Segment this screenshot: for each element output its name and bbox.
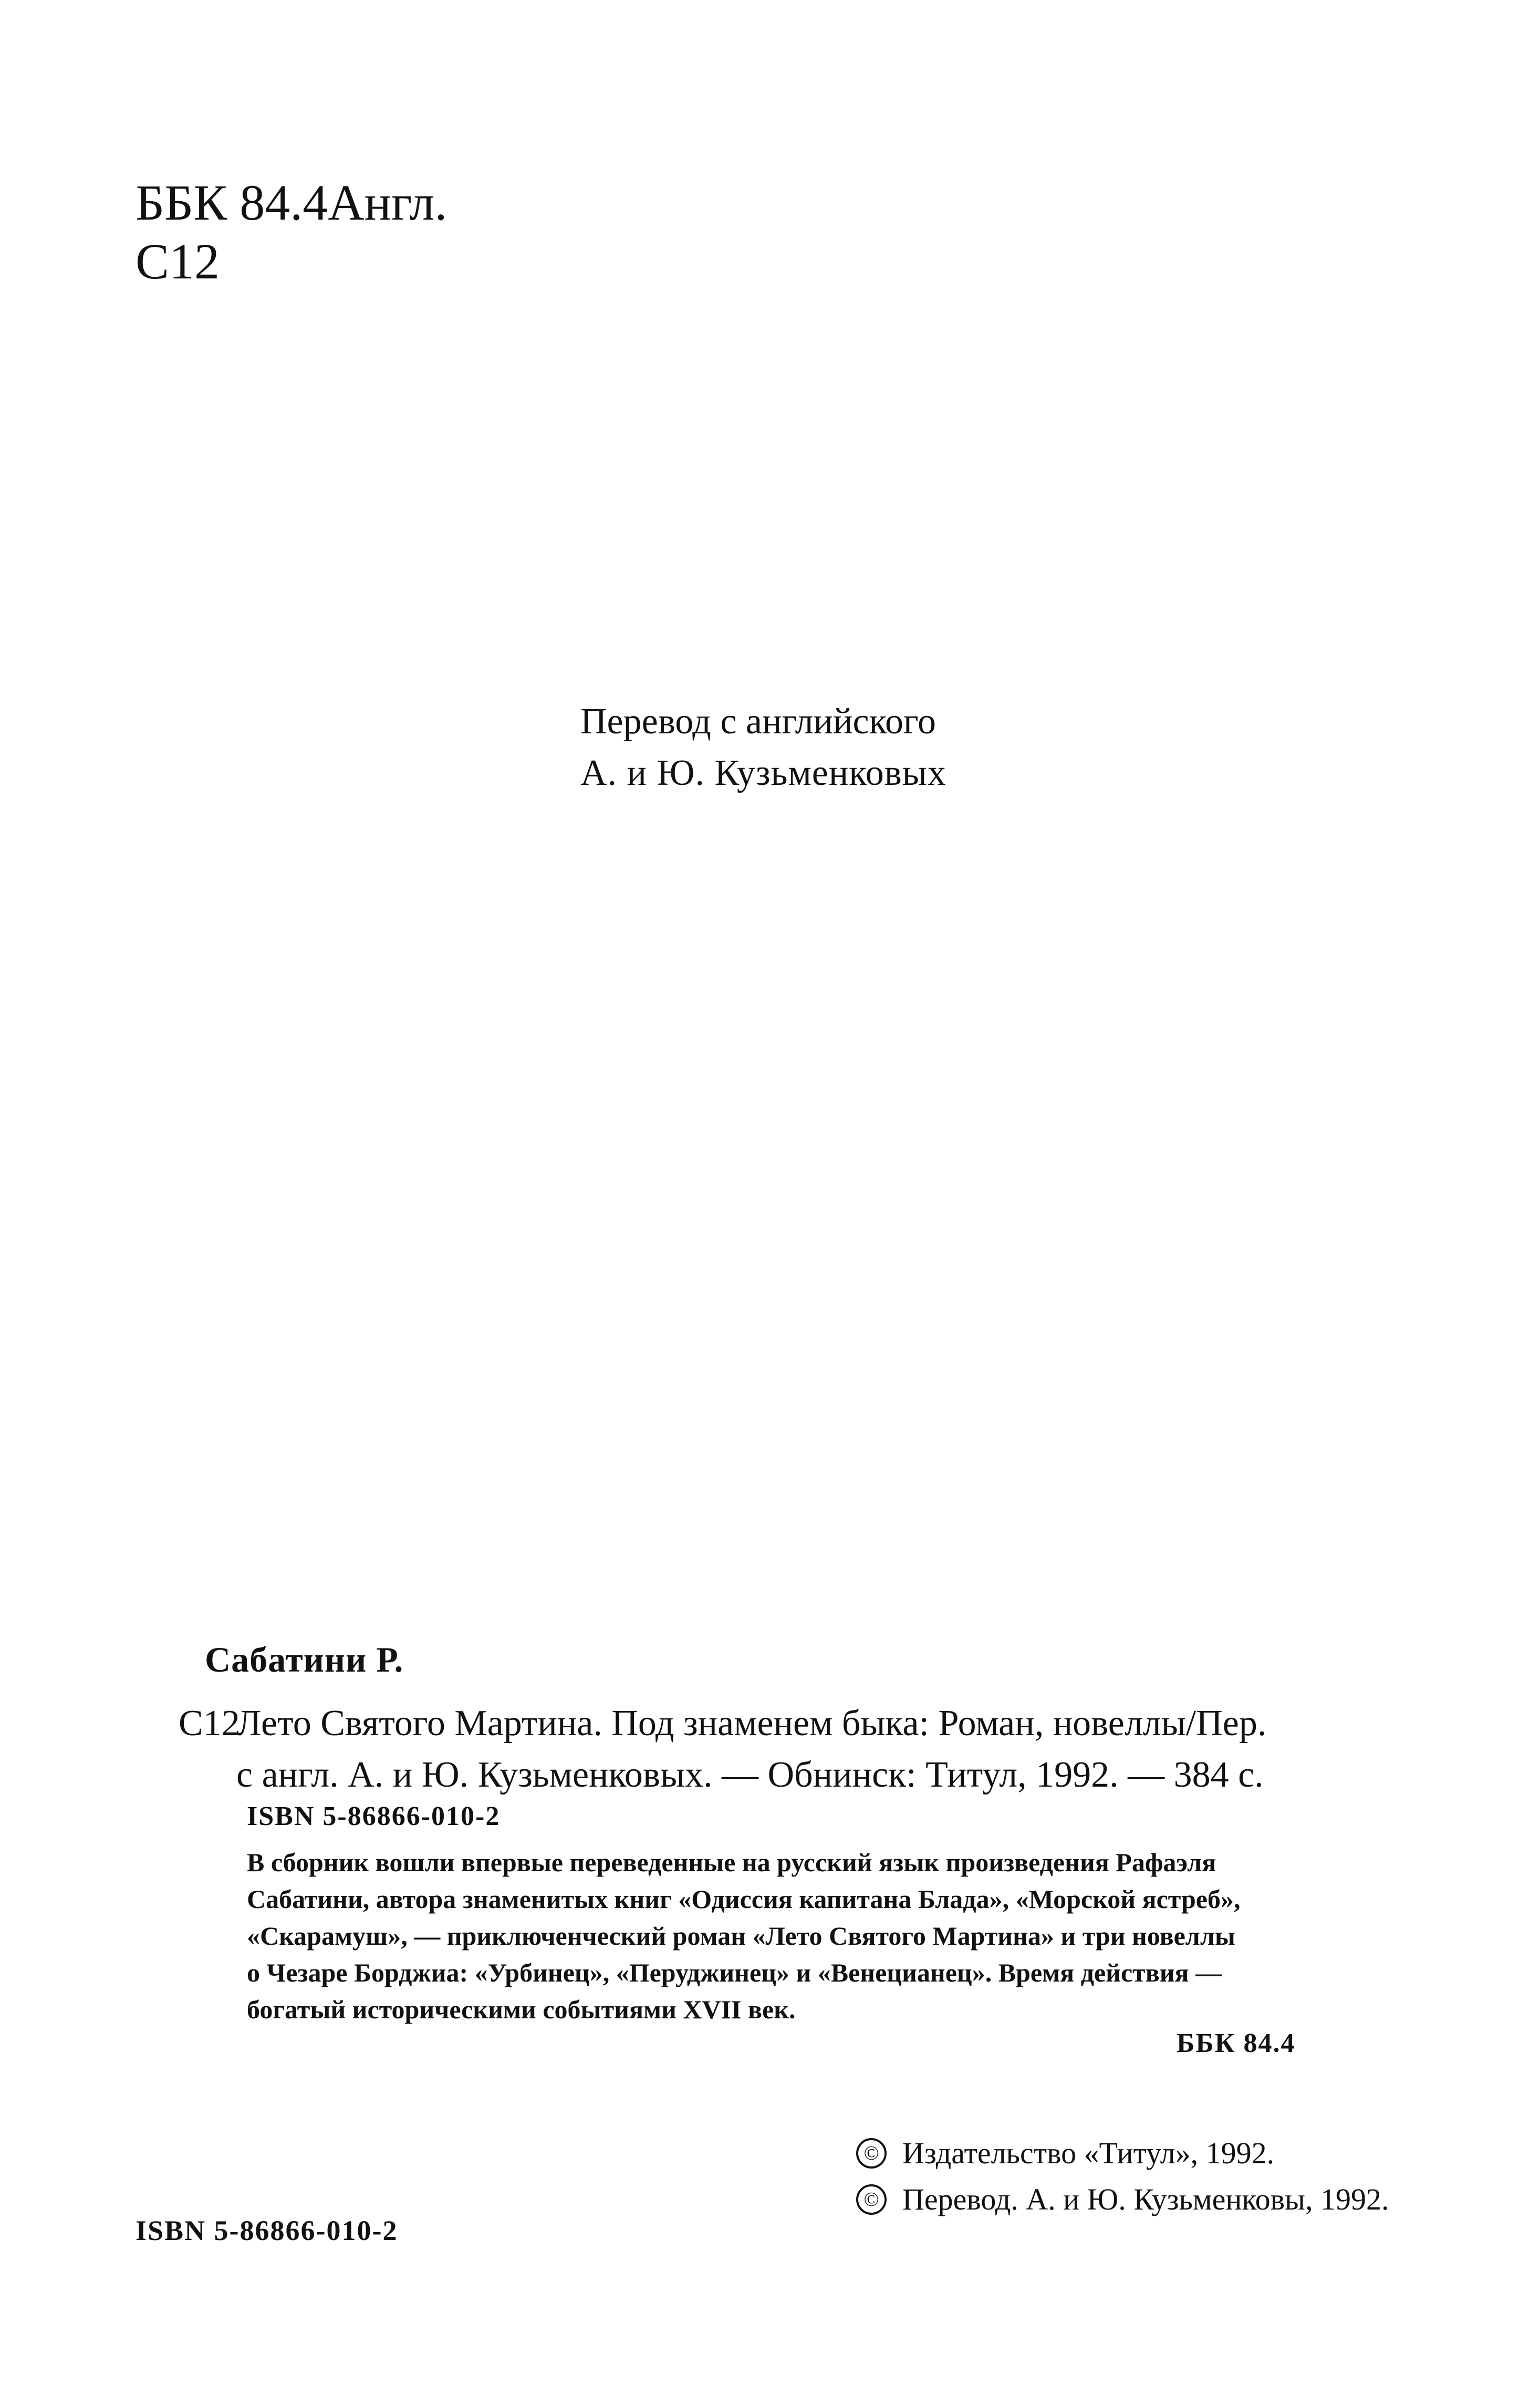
annotation [247, 1844, 1313, 2028]
bbk-header [136, 173, 447, 291]
copyright-publisher-text: Издательство «Титул», 1992. [902, 2136, 1275, 2170]
catalog-isbn: ISBN 5-86866-010-2 [247, 1801, 501, 1831]
catalog-description [236, 1698, 1313, 1801]
copyright-icon: © [856, 2138, 887, 2169]
catalog-bbk: ББК 84.4 [1177, 2028, 1296, 2058]
copyright-block [856, 2130, 1389, 2223]
catalog-author: Сабатини Р. [205, 1640, 404, 1679]
annotation-line: «Скарамуш», — приключенческий роман «Лето Святого Мартина» и три новеллы [247, 1921, 1235, 1951]
copyright-publisher [856, 2130, 1389, 2176]
copyright-icon: © [856, 2184, 887, 2215]
annotation-line: о Чезаре Борджиа: «Урбинец», «Перуджинец» и «Венецианец». Время действия — [247, 1958, 1222, 1987]
translation-line-1: Перевод с английского [580, 701, 936, 742]
copyright-translation [856, 2176, 1389, 2223]
annotation-line: В сборник вошли впервые переведенные на русский язык произведения Рафаэля [247, 1848, 1216, 1877]
catalog-code: С12 [179, 1703, 240, 1744]
translation-line-2: А. и Ю. Кузьменковых [580, 753, 946, 793]
footer-isbn: ISBN 5-86866-010-2 [136, 2215, 398, 2246]
bbk-classification: ББК 84.4Англ. [136, 174, 448, 231]
translation-credit [580, 696, 946, 799]
annotation-line: богатый историческими событиями XVII век. [247, 1995, 796, 2024]
annotation-line: Сабатини, автора знаменитых книг «Одиссия капитана Блада», «Морской ястреб», [247, 1884, 1241, 1914]
copyright-translation-text: Перевод. А. и Ю. Кузьменковы, 1992. [902, 2182, 1389, 2216]
catalog-description-line-2: с англ. А. и Ю. Кузьменковых. — Обнинск: Титул, 1992. — 384 с. [236, 1755, 1264, 1795]
author-code: С12 [136, 233, 220, 289]
catalog-description-line-1: Лето Святого Мартина. Под знаменем быка: Роман, новеллы/Пер. [236, 1703, 1267, 1744]
